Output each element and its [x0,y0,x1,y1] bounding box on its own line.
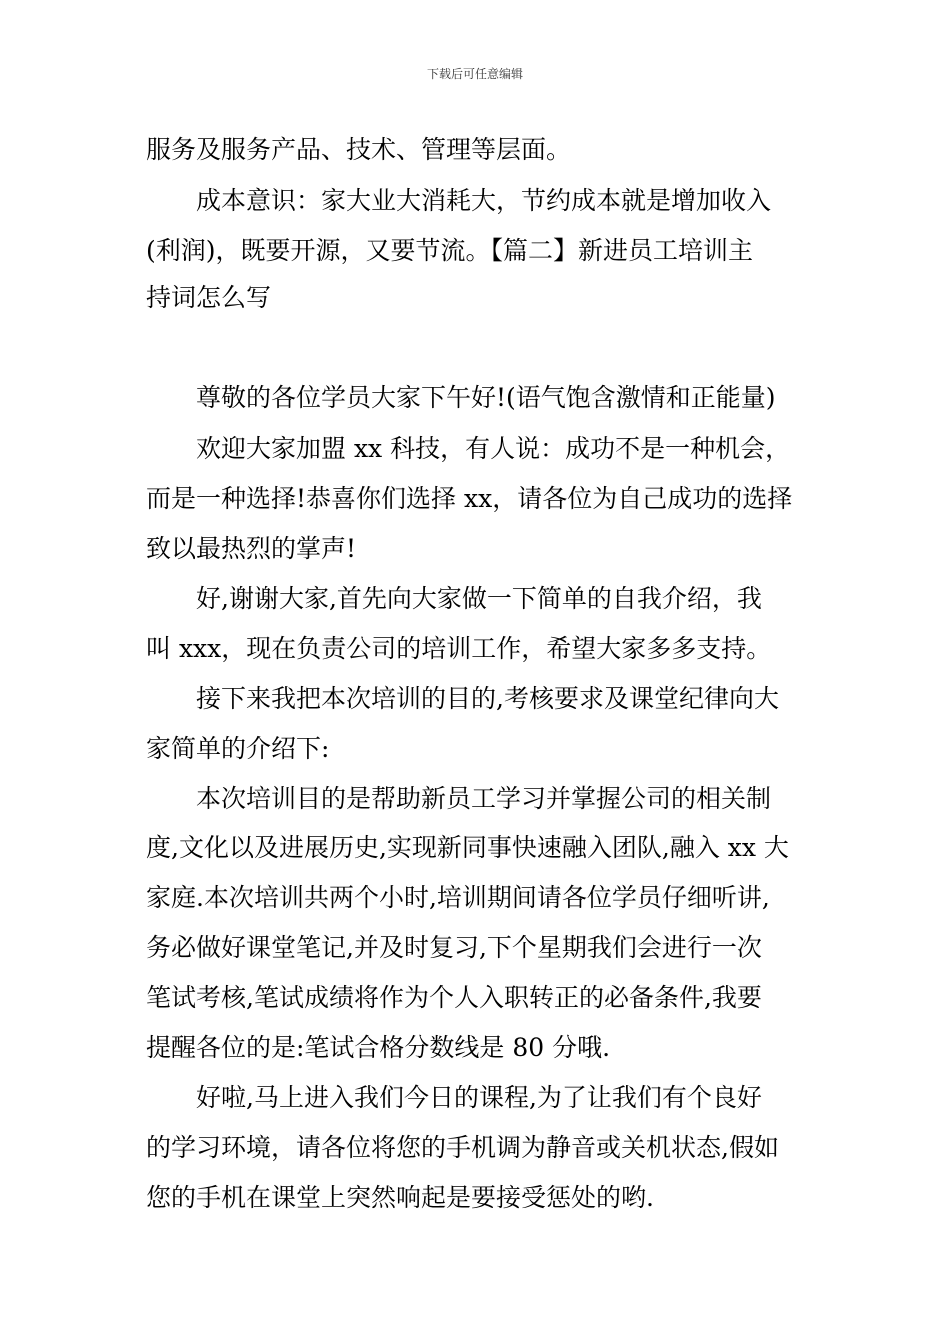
text-line: 成本意识：家大业大消耗大，节约成本就是增加收入 [196,186,772,215]
text-line: 致以最热烈的掌声! [146,534,357,563]
text-line: 家简单的介绍下: [146,734,330,763]
text-line: 叫 xxx，现在负责公司的培训工作，希望大家多多支持。 [146,634,772,663]
text-line: 好啦,马上进入我们今日的课程,为了让我们有个良好 [196,1083,762,1112]
text-line: 您的手机在课堂上突然响起是要接受惩处的哟. [146,1183,654,1212]
text-line: 的学习环境，请各位将您的手机调为静音或关机状态,假如 [146,1133,779,1162]
text-line: 接下来我把本次培训的目的,考核要求及课堂纪律向大 [196,684,779,713]
page-header: 下载后可任意编辑 [426,67,523,81]
text-line: 欢迎大家加盟 xx 科技，有人说：成功不是一种机会， [196,434,791,463]
text-line: 务必做好课堂笔记,并及时复习,下个星期我们会进行一次 [146,933,762,962]
text-line: 尊敬的各位学员大家下午好!(语气饱含激情和正能量) [196,383,776,412]
text-line: 提醒各位的是:笔试合格分数线是 80 分哦. [146,1033,611,1062]
text-line: 服务及服务产品、技术、管理等层面。 [146,135,572,164]
text-line: 度,文化以及进展历史,实现新同事快速融入团队,融入 xx 大 [146,833,789,862]
text-line: 持词怎么写 [146,283,272,312]
text-line: 本次培训目的是帮助新员工学习并掌握公司的相关制 [196,784,772,813]
text-line: 好,谢谢大家,首先向大家做一下简单的自我介绍，我 [196,584,762,613]
text-line: 家庭.本次培训共两个小时,培训期间请各位学员仔细听讲, [146,883,770,912]
text-line: (利润)，既要开源，又要节流。【篇二】新进员工培训主 [146,236,754,265]
text-line: 而是一种选择!恭喜你们选择 xx，请各位为自己成功的选择 [146,484,793,513]
text-line: 笔试考核,笔试成绩将作为个人入职转正的必备条件,我要 [146,983,762,1012]
